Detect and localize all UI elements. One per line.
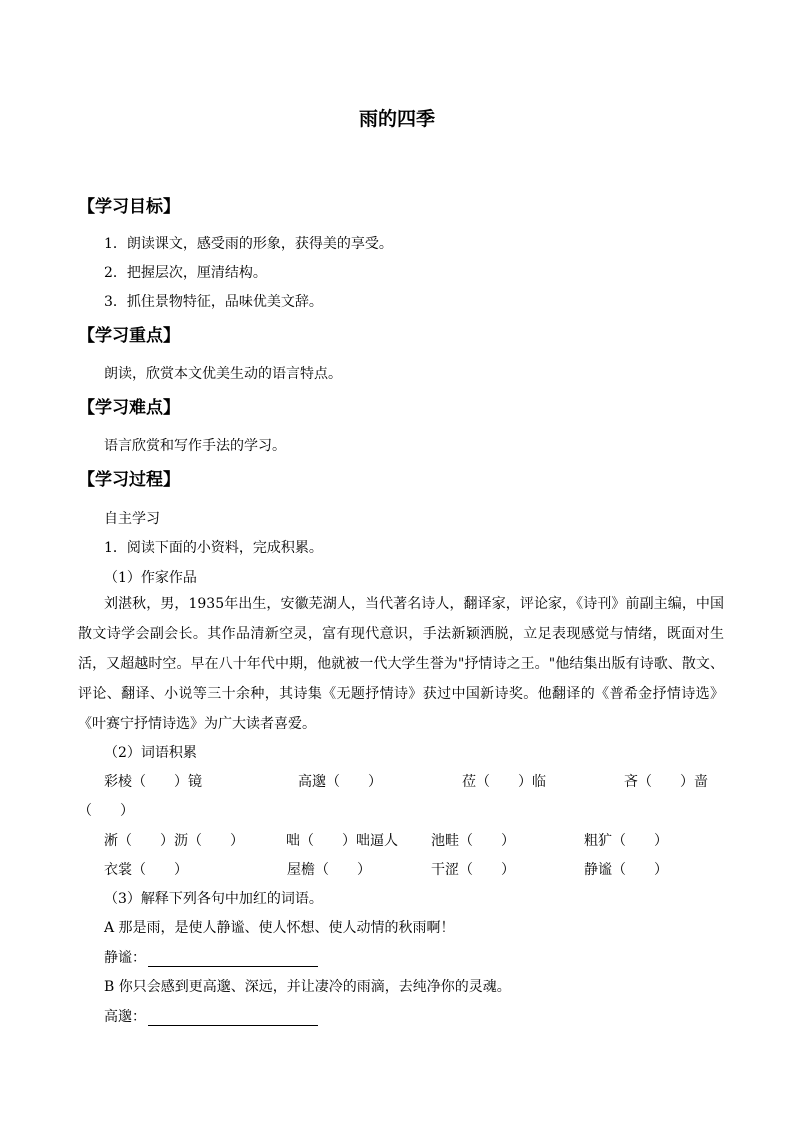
sub-3: （3）解释下列各句中加红的词语。 bbox=[104, 891, 323, 907]
sub-1: （1）作家作品 bbox=[104, 570, 197, 586]
word-row-2 bbox=[78, 830, 724, 860]
goal-item-1: 1．朗读课文，感受雨的形象，获得美的享受。 bbox=[104, 236, 393, 252]
step-1: 1．阅读下面的小资料，完成积累。 bbox=[104, 540, 323, 556]
sentence-a: A 那是雨，是使人静谧、使人怀想、使人动情的秋雨啊！ bbox=[104, 920, 455, 936]
answer-b-label: 高邈： bbox=[104, 1009, 146, 1025]
goal-item-2: 2．把握层次，厘清结构。 bbox=[104, 265, 267, 281]
author-paragraph: 刘湛秋，男，1935年出生，安徽芜湖人，当代著名诗人，翻译家，评论家，《诗刊》前副主编，中国散文诗学会副会长。其作品清新空灵，富有现代意识，手法新颖洒脱，立足表现感觉与情绪，既面对生活，又超越时空。早在八十年代中期，他就被一代大学生誉为"抒情诗之王。"他结集出版有诗歌、散文、评论、翻译、小说等三十余种，其诗集《无题抒情诗》获过中国新诗奖。他翻译的《普希金抒情诗选》《叶赛宁抒情诗选》为广大读者喜爱。 bbox=[78, 596, 724, 732]
word-row-1 bbox=[78, 771, 724, 801]
word-item: 粗犷（ ） bbox=[584, 833, 668, 849]
answer-a-blank[interactable] bbox=[148, 951, 318, 967]
word-item: 高邈（ ） bbox=[298, 774, 382, 790]
word-row-3 bbox=[78, 859, 724, 889]
word-item: 莅（ ）临 bbox=[462, 774, 546, 790]
word-item: 咄（ ）咄逼人 bbox=[286, 833, 398, 849]
difficulty-text: 语言欣赏和写作手法的学习。 bbox=[104, 438, 286, 454]
word-item: （ ） bbox=[78, 803, 134, 819]
answer-b bbox=[104, 1006, 318, 1026]
word-item: 池畦（ ） bbox=[431, 833, 515, 849]
word-item: 屋檐（ ） bbox=[287, 862, 371, 878]
answer-a bbox=[104, 947, 318, 967]
word-item: 彩棱（ ）镜 bbox=[104, 774, 202, 790]
heading-goals: 【学习目标】 bbox=[78, 197, 180, 217]
document-title: 雨的四季 bbox=[358, 108, 435, 130]
heading-process: 【学习过程】 bbox=[78, 470, 180, 490]
self-study-label: 自主学习 bbox=[104, 511, 160, 527]
focus-text: 朗读，欣赏本文优美生动的语言特点。 bbox=[104, 366, 342, 382]
sentence-b: B 你只会感到更高邈、深远，并让凄冷的雨滴，去纯净你的灵魂。 bbox=[104, 979, 511, 995]
heading-difficulty: 【学习难点】 bbox=[78, 398, 180, 418]
word-row-1-wrap bbox=[78, 800, 724, 830]
answer-a-label: 静谧： bbox=[104, 950, 146, 966]
heading-focus: 【学习重点】 bbox=[78, 326, 180, 346]
word-item: 淅（ ）沥（ ） bbox=[104, 833, 244, 849]
sub-2: （2）词语积累 bbox=[104, 745, 197, 761]
word-item: 静谧（ ） bbox=[584, 862, 668, 878]
goal-item-3: 3．抓住景物特征，品味优美文辞。 bbox=[104, 294, 323, 310]
word-item: 干涩（ ） bbox=[431, 862, 515, 878]
answer-b-blank[interactable] bbox=[148, 1010, 318, 1026]
word-item: 吝（ ）啬 bbox=[624, 774, 708, 790]
word-item: 衣裳（ ） bbox=[104, 862, 188, 878]
